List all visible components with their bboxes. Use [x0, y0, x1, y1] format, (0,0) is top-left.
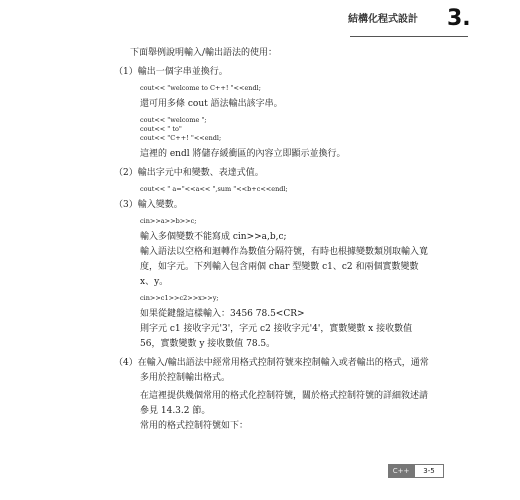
book-label: C++	[388, 464, 414, 478]
code-snippet: cout<< " a="<<a<< ",sum "<<b+c<<endl;	[140, 185, 288, 193]
page-footer	[388, 464, 444, 478]
section-heading: （4）在輸入/輸出語法中經常用格式控制符號來控制輸入或者輸出的格式，通常多用於控制輸出格式。	[114, 358, 429, 383]
code-snippet: cout<< "welcome to C++! "<<endl;	[140, 84, 261, 92]
body-text: 這裡的 endl 將儲存緩衝區的內容立即顯示並換行。	[140, 149, 346, 159]
section-3	[114, 198, 434, 352]
body-text: 則字元 c1 接收字元'3'，字元 c2 接收字元'4'，實數變數 x 接收數值 56，實數變數 y 接收數值 78.5。	[140, 324, 413, 349]
body-text: 輸入多個變數不能寫成 cin>>a,b,c;	[140, 232, 287, 242]
section-heading: （3）輸入變數。	[114, 200, 183, 210]
page-header	[348, 10, 432, 25]
page-number: 3-5	[414, 464, 444, 478]
intro-text: 下面舉例說明輸入/輸出語法的使用：	[130, 48, 278, 58]
header-rule	[350, 36, 468, 37]
chapter-number: 3.	[447, 6, 471, 31]
chapter-title: 結構化程式設計	[348, 14, 418, 25]
code-snippet: cin>>c1>>c2>>x>>y;	[140, 294, 219, 302]
body-text: 常用的格式控制符號如下：	[140, 421, 249, 431]
section-1	[114, 65, 434, 162]
section-heading: （2）輸出字元中和變數、表達式值。	[114, 168, 264, 178]
body-text: 如果從鍵盤這樣輸入：3456 78.5<CR>	[140, 309, 305, 319]
code-snippet: cout<< "welcome "; cout<< " to" cout<< "C++! "<<endl;	[140, 116, 222, 142]
section-2	[114, 166, 434, 194]
section-4	[114, 356, 434, 434]
body-text: 輸入語法以空格和迴轉作為數值分隔符號，有時也根據變數類別取輸入寬度，如字元。下列輸入包含兩個 char 型變數 c1、c2 和兩個實數變數 x、y。	[140, 247, 429, 287]
body-text: 在這裡提供幾個常用的格式化控制符號，關於格式控制符號的詳細敘述請參見 14.3.2 節。	[140, 391, 429, 416]
body-text: 還可用多條 cout 語法輸出該字串。	[140, 99, 283, 109]
code-snippet: cin>>a>>b>>c;	[140, 217, 197, 225]
section-heading: （1）輸出一個字串並換行。	[114, 67, 228, 77]
page-content	[114, 46, 434, 438]
